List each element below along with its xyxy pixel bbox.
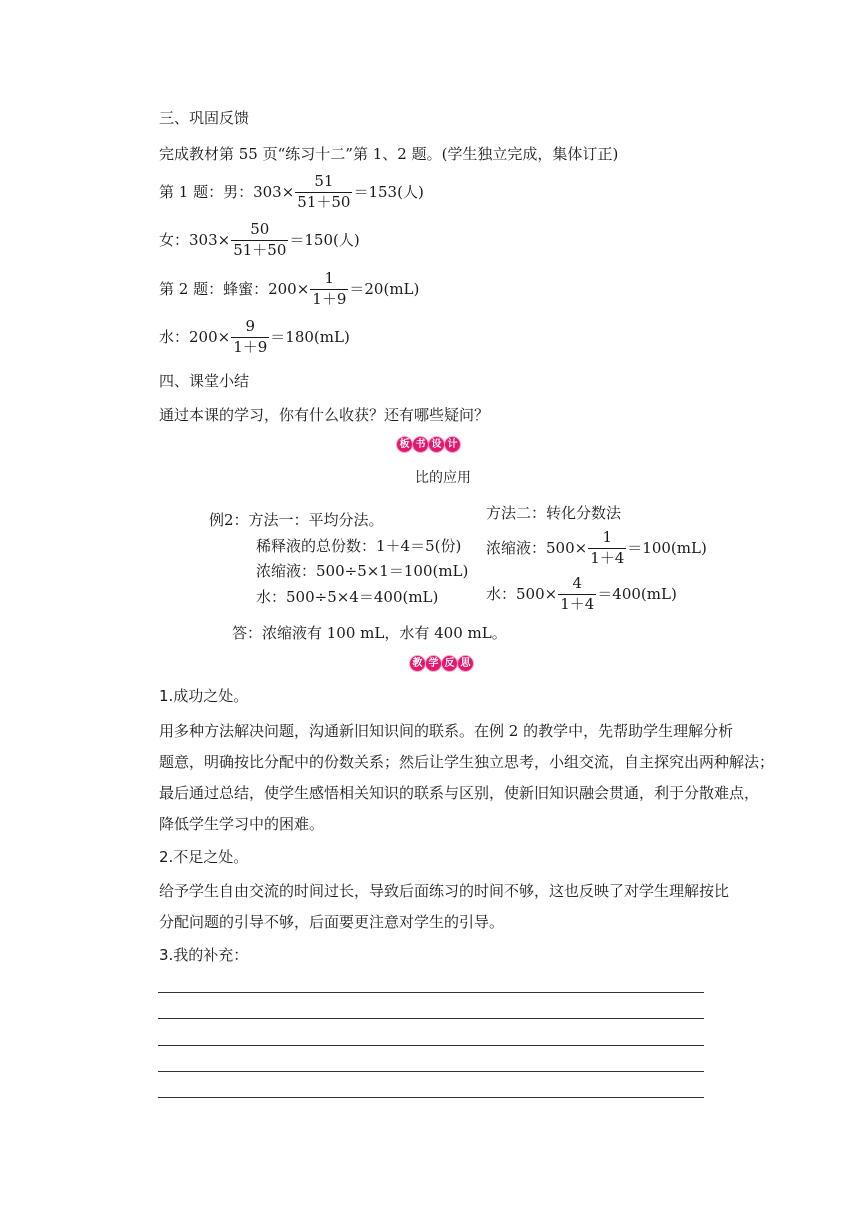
q2-honey-formula [159, 271, 419, 308]
exercise-intro: 完成教材第 55 页“练习十二”第 1、2 题。(学生独立完成，集体订正) [159, 145, 619, 163]
method2b-result: ＝400(mL) [597, 584, 677, 603]
reflection-shortfall-title: 2.不足之处。 [159, 848, 249, 866]
badge-char: 学 [426, 656, 441, 671]
q1b-denominator: 51＋50 [233, 240, 287, 259]
q2b-numerator: 9 [245, 317, 256, 335]
q2b-fraction [231, 319, 269, 356]
reflection-paragraph-line: 题意，明确按比分配中的份数关系；然后让学生独立思考，小组交流，自主探究出两种解法； [159, 753, 775, 771]
method2a-result: ＝100(mL) [627, 538, 707, 557]
method2-title: 方法二：转化分数法 [486, 504, 622, 522]
board-title: 比的应用 [415, 470, 471, 486]
method1-line3: 水：500÷5×4＝400(mL) [256, 588, 439, 606]
reflection-paragraph-line: 最后通过总结，使学生感悟相关知识的联系与区别，使新旧知识融会贯通，利于分散难点， [159, 784, 760, 802]
q2-numerator: 1 [324, 269, 335, 287]
q1-label: 第 1 题：男：303× [159, 182, 295, 201]
section-heading-3: 三、巩固反馈 [159, 109, 250, 127]
q2-fraction [310, 271, 348, 308]
q1b-result: ＝150(人) [289, 230, 360, 249]
writing-line[interactable] [158, 1097, 704, 1098]
method2b-denominator: 1＋4 [560, 594, 595, 613]
q1-male-formula [159, 174, 424, 211]
q1-fraction [295, 174, 352, 211]
q1b-numerator: 50 [250, 220, 270, 238]
q1-denominator: 51＋50 [297, 192, 351, 211]
method2a-label: 浓缩液：500× [486, 538, 588, 557]
method2b-label: 水：500× [486, 584, 558, 603]
method1-title: 例2：方法一：平均分法。 [209, 511, 384, 529]
summary-text: 通过本课的学习，你有什么收获？还有哪些疑问？ [159, 406, 490, 424]
q2-water-formula [159, 319, 350, 356]
q2b-denominator: 1＋9 [233, 337, 268, 356]
badge-char: 反 [442, 656, 457, 671]
badge-char: 设 [429, 437, 444, 452]
method2-concentrate-formula [486, 530, 707, 567]
q2-denominator: 1＋9 [312, 289, 347, 308]
writing-line[interactable] [158, 1018, 704, 1019]
method2a-numerator: 1 [602, 528, 613, 546]
q2-label: 第 2 题：蜂蜜：200× [159, 279, 310, 298]
q1b-label: 女：303× [159, 230, 231, 249]
reflection-paragraph-line: 降低学生学习中的困难。 [159, 815, 325, 833]
reflection-badge [410, 656, 473, 671]
section-heading-4: 四、课堂小结 [159, 372, 250, 390]
writing-line[interactable] [158, 1071, 704, 1072]
q1-female-formula [159, 222, 360, 259]
badge-char: 教 [410, 656, 425, 671]
board-answer: 答：浓缩液有 100 mL，水有 400 mL。 [232, 624, 507, 642]
badge-char: 计 [445, 437, 460, 452]
method2b-fraction [558, 576, 596, 613]
q1-result: ＝153(人) [353, 182, 424, 201]
method1-line1: 稀释液的总份数：1＋4＝5(份) [256, 537, 462, 555]
reflection-paragraph-line: 给予学生自由交流的时间过长，导致后面练习的时间不够，这也反映了对学生理解按比 [159, 882, 730, 900]
reflection-paragraph-line: 分配问题的引导不够，后面要更注意对学生的引导。 [159, 913, 505, 931]
method2a-denominator: 1＋4 [590, 548, 625, 567]
q1b-fraction [231, 222, 288, 259]
writing-line[interactable] [158, 992, 704, 993]
method2b-numerator: 4 [572, 574, 583, 592]
reflection-success-title: 1.成功之处。 [159, 687, 249, 705]
reflection-supplement-title: 3.我的补充： [159, 946, 249, 964]
board-design-badge [397, 437, 460, 452]
method2-water-formula [486, 576, 677, 613]
q2-result: ＝20(mL) [349, 279, 420, 298]
badge-char: 书 [413, 437, 428, 452]
badge-char: 思 [458, 656, 473, 671]
writing-line[interactable] [158, 1045, 704, 1046]
q2b-result: ＝180(mL) [270, 327, 350, 346]
method2a-fraction [588, 530, 626, 567]
q2b-label: 水：200× [159, 327, 231, 346]
method1-line2: 浓缩液：500÷5×1＝100(mL) [256, 562, 469, 580]
badge-char: 板 [397, 437, 412, 452]
q1-numerator: 51 [314, 172, 334, 190]
reflection-paragraph-line: 用多种方法解决问题，沟通新旧知识间的联系。在例 2 的教学中，先帮助学生理解分析 [159, 722, 734, 740]
